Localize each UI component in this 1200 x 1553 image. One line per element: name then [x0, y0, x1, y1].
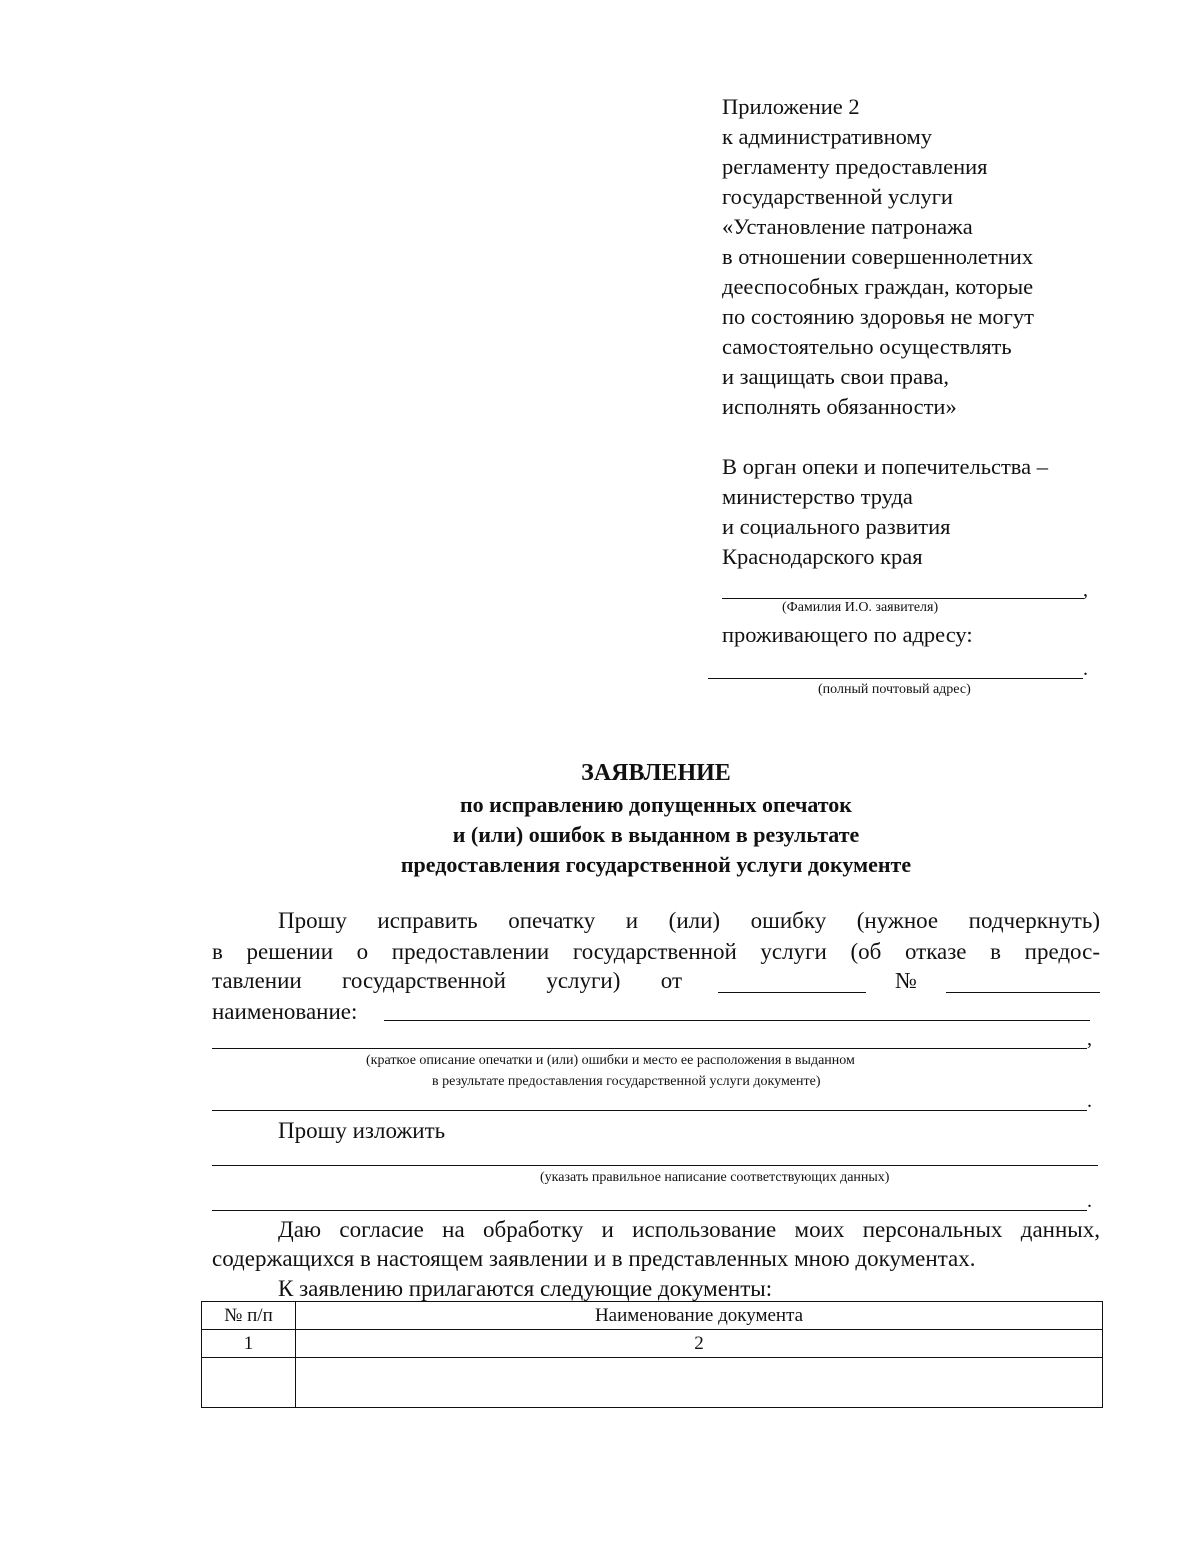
number-sign: № [895, 968, 917, 993]
applicant-name-comma: , [1083, 579, 1088, 601]
request-line: в решении о предоставлении государственной услуги (об отказе в предос- [212, 939, 1100, 964]
appendix-line: «Установление патронажа [722, 214, 973, 239]
state-label: Прошу изложить [278, 1118, 446, 1143]
appendix-line: в отношении совершеннолетних [722, 244, 1034, 269]
appendix-block [722, 92, 1162, 422]
correct-caption: (указать правильное написание соответствующих данных) [540, 1170, 890, 1185]
appendix-line: государственной услуги [722, 184, 953, 209]
document-subtitle-line: по исправлению допущенных опечаток [460, 792, 852, 817]
attachments-label: К заявлению прилагаются следующие документы: [278, 1276, 773, 1301]
applicant-address-field[interactable] [708, 678, 1083, 679]
address-caption: (полный почтовый адрес) [818, 682, 971, 697]
document-subtitle-line: и (или) ошибок в выданном в результате [452, 822, 860, 847]
decision-date-field[interactable] [718, 992, 866, 993]
document-subtitle-line: предоставления государственной услуги документе [400, 852, 912, 877]
description-caption: (краткое описание опечатки и (или) ошибки и место ее расположения в выданном [366, 1053, 855, 1068]
address-label: проживающего по адресу: [722, 622, 973, 647]
table-cell[interactable] [296, 1358, 1103, 1408]
applicant-name-caption: (Фамилия И.О. заявителя) [782, 600, 939, 615]
address-period: . [1083, 658, 1088, 680]
addressee-block [722, 452, 1162, 572]
decision-number-field[interactable] [946, 992, 1100, 993]
applicant-name-field[interactable] [722, 598, 1084, 599]
document-name-field[interactable] [384, 1020, 1090, 1021]
column-header-number: № п/п [202, 1302, 296, 1330]
appendix-line: регламенту предоставления [722, 154, 988, 179]
description-period: . [1087, 1090, 1092, 1112]
description-field-2[interactable] [212, 1110, 1087, 1111]
table-header-row [202, 1302, 1103, 1330]
request-line: тавлении государственной услуги) от [212, 968, 682, 993]
consent-line: Даю согласие на обработку и использование моих персональных данных, [278, 1217, 1100, 1242]
name-label: наименование: [212, 999, 358, 1024]
addressee-line: и социального развития [722, 514, 951, 539]
documents-table [201, 1301, 1103, 1408]
consent-line: содержащихся в настоящем заявлении и в представленных мною документах. [212, 1246, 976, 1271]
document-title: ЗАЯВЛЕНИЕ [581, 760, 731, 786]
request-line: Прошу исправить опечатку и (или) ошибку (нужное подчеркнуть) [278, 908, 1100, 933]
numbering-cell: 2 [296, 1330, 1103, 1358]
appendix-line: и защищать свои права, [722, 364, 949, 389]
appendix-line: к административному [722, 124, 932, 149]
appendix-line: дееспособных граждан, которые [722, 274, 1034, 299]
addressee-line: В орган опеки и попечительства – [722, 454, 1048, 479]
table-numbering-row [202, 1330, 1103, 1358]
table-cell[interactable] [202, 1358, 296, 1408]
description-caption: в результате предоставления государственной услуги документе) [432, 1074, 821, 1089]
correct-data-field[interactable] [212, 1165, 1098, 1166]
appendix-line: самостоятельно осуществлять [722, 334, 1012, 359]
table-row[interactable] [202, 1358, 1103, 1408]
correct-data-field-2[interactable] [212, 1210, 1087, 1211]
numbering-cell: 1 [202, 1330, 296, 1358]
appendix-line: Приложение 2 [722, 94, 860, 119]
description-comma: , [1087, 1028, 1092, 1050]
correct-period: . [1087, 1190, 1092, 1212]
appendix-line: по состоянию здоровья не могут [722, 304, 1034, 329]
column-header-document-name: Наименование документа [296, 1302, 1103, 1330]
description-field[interactable] [212, 1048, 1087, 1049]
appendix-line: исполнять обязанности» [722, 394, 957, 419]
addressee-line: Краснодарского края [722, 544, 923, 569]
addressee-line: министерство труда [722, 484, 913, 509]
